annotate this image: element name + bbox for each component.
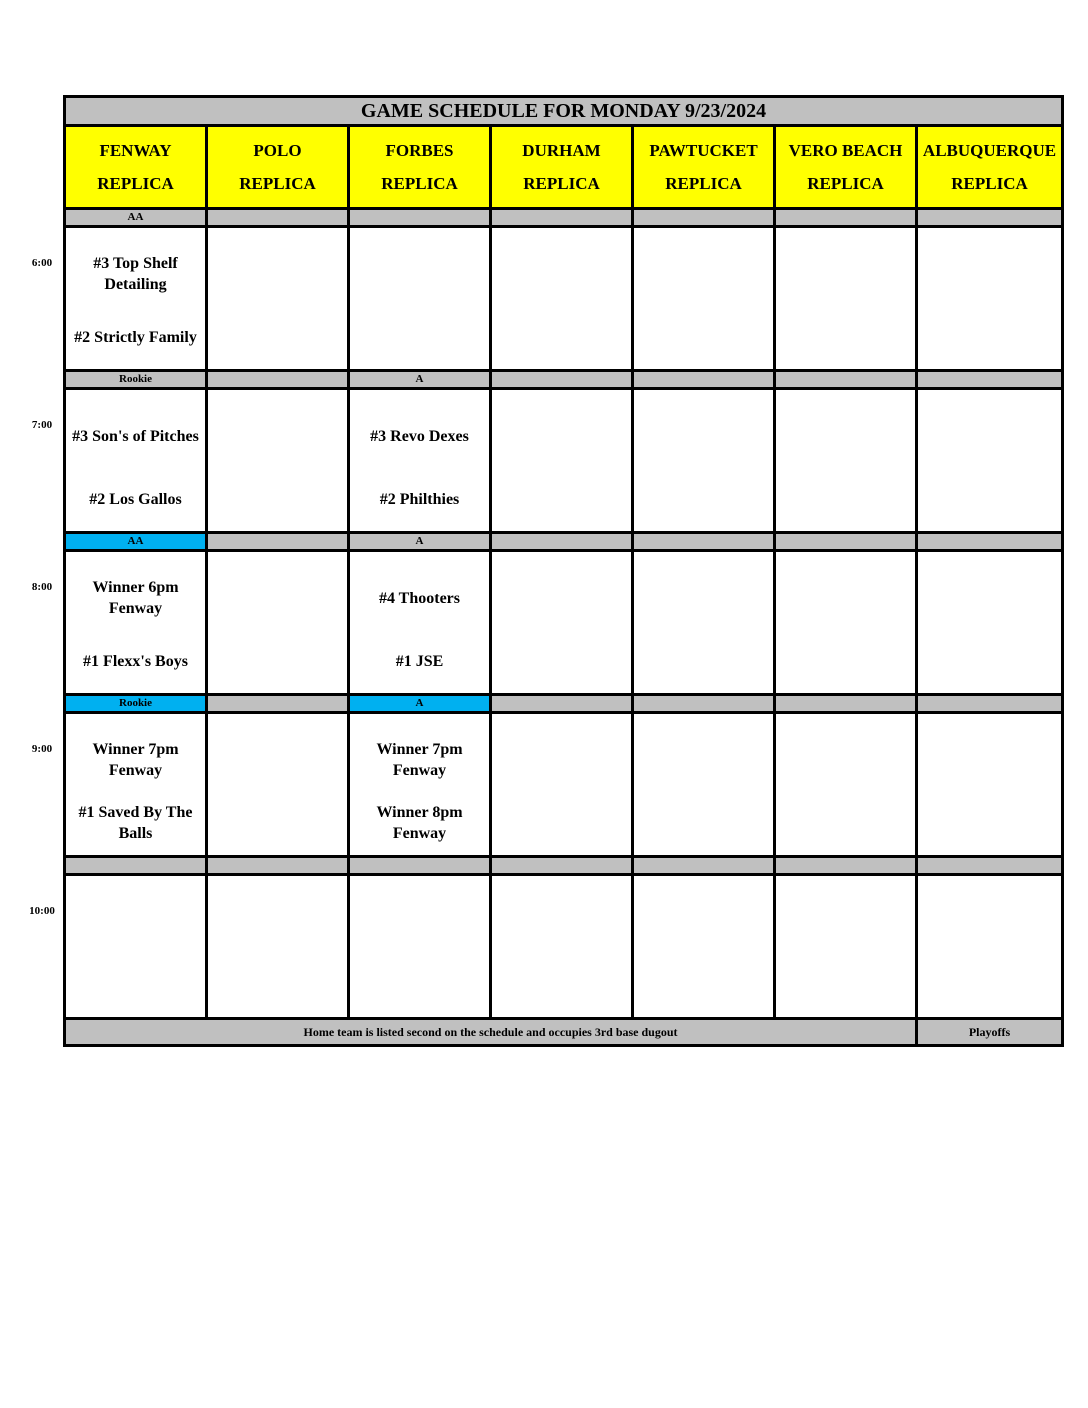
field-subtitle: REPLICA [807,174,884,193]
division-label [491,533,633,551]
division-label [917,695,1063,713]
away-team [776,738,915,782]
away-team [492,414,631,458]
home-team [208,477,347,521]
away-team: #3 Son's of Pitches [72,427,199,445]
game-cell [917,389,1063,533]
away-team [492,900,631,944]
home-team [208,801,347,845]
away-team [634,414,773,458]
home-team: #2 Philthies [379,490,460,508]
division-label [207,533,349,551]
division-row [65,695,1063,713]
game-cell [491,551,633,695]
division-label [491,371,633,389]
game-cell [207,227,349,371]
division-label [917,533,1063,551]
division-label [775,371,917,389]
home-team [918,315,1061,359]
division-label: AA [65,533,207,551]
away-team [208,576,347,620]
field-subtitle: REPLICA [951,174,1028,193]
division-label [775,533,917,551]
game-cell [917,227,1063,371]
field-header [65,126,207,209]
game-cell [65,875,207,1019]
away-team [634,900,773,944]
game-cell [349,227,491,371]
game-cell [775,713,917,857]
division-label [491,857,633,875]
home-team [492,801,631,845]
home-team [492,639,631,683]
division-row [65,533,1063,551]
home-team: #1 Flexx's Boys [83,652,188,670]
away-team: #3 Top Shelf Detailing [93,255,178,293]
home-team [776,963,915,1007]
away-team [208,900,347,944]
away-team [776,414,915,458]
division-label: AA [65,209,207,227]
home-team: #1 JSE [395,652,444,670]
home-team [918,963,1061,1007]
division-label [491,695,633,713]
home-team [634,477,773,521]
division-label [633,371,775,389]
division-label [775,695,917,713]
division-label [491,209,633,227]
home-team [208,963,347,1007]
home-team [492,477,631,521]
game-cell [633,551,775,695]
field-subtitle: REPLICA [97,174,174,193]
field-header [491,126,633,209]
time-label: 9:00 [31,742,53,755]
division-label [775,857,917,875]
game-cell [775,227,917,371]
game-cell [775,551,917,695]
game-cell [633,227,775,371]
division-label [65,857,207,875]
division-label [917,857,1063,875]
home-team [208,315,347,359]
away-team: Winner 6pm Fenway [92,579,179,617]
field-name: DURHAM [522,141,601,160]
away-team [634,576,773,620]
home-team [634,801,773,845]
away-team [492,252,631,296]
division-label [917,209,1063,227]
away-team [492,576,631,620]
game-cell [65,713,207,857]
away-team [492,738,631,782]
game-cell [207,389,349,533]
field-subtitle: REPLICA [665,174,742,193]
game-row [65,551,1063,695]
field-name: PAWTUCKET [649,141,758,160]
field-name: POLO [253,141,302,160]
home-team: #2 Los Gallos [89,490,182,508]
home-team [208,639,347,683]
game-cell [633,389,775,533]
home-team: Winner 8pm Fenway [376,804,463,842]
field-header-row [65,126,1063,209]
title-row [65,97,1063,126]
game-cell [917,875,1063,1019]
home-team [776,801,915,845]
home-team [66,963,205,1007]
away-team [776,252,915,296]
division-label [207,695,349,713]
home-team [918,477,1061,521]
division-label [633,695,775,713]
game-row [65,227,1063,371]
footer-note: Home team is listed second on the schedule and occupies 3rd base dugout [65,1019,917,1046]
home-team [492,963,631,1007]
away-team: #3 Revo Dexes [370,427,469,445]
division-label [349,209,491,227]
home-team [634,639,773,683]
game-cell [917,713,1063,857]
game-cell [65,227,207,371]
field-name: ALBUQUERQUE [922,141,1057,160]
home-team [918,801,1061,845]
field-subtitle: REPLICA [239,174,316,193]
away-team [918,252,1061,296]
division-label: A [349,695,491,713]
home-team [776,639,915,683]
away-team [918,414,1061,458]
home-team: #2 Strictly Family [74,328,197,346]
away-team [918,576,1061,620]
game-cell [207,713,349,857]
home-team [776,315,915,359]
division-row [65,209,1063,227]
game-cell [349,389,491,533]
game-cell [65,389,207,533]
game-cell [491,389,633,533]
division-row [65,371,1063,389]
schedule-table [63,95,1064,1047]
division-label: Rookie [65,695,207,713]
home-team: #1 Saved By The Balls [78,804,193,842]
field-name: FENWAY [99,141,172,160]
game-cell [917,551,1063,695]
game-cell [633,713,775,857]
game-cell [775,389,917,533]
away-team [918,738,1061,782]
home-team [918,639,1061,683]
division-label: A [349,533,491,551]
division-label [633,209,775,227]
game-cell [633,875,775,1019]
footer-label: Playoffs [917,1019,1063,1046]
field-header [775,126,917,209]
away-team [634,738,773,782]
time-label: 7:00 [31,418,53,431]
away-team: Winner 7pm Fenway [92,741,179,779]
game-cell [491,227,633,371]
division-label [917,371,1063,389]
game-cell [349,713,491,857]
game-row [65,713,1063,857]
field-header [633,126,775,209]
away-team [208,414,347,458]
home-team [634,963,773,1007]
home-team [350,963,489,1007]
away-team [350,252,489,296]
footer-row [65,1019,1063,1046]
division-label: A [349,371,491,389]
division-label [633,533,775,551]
away-team [776,900,915,944]
away-team [918,900,1061,944]
game-cell [207,875,349,1019]
home-team [492,315,631,359]
time-label: 6:00 [31,256,53,269]
game-cell [65,551,207,695]
away-team [208,738,347,782]
division-row [65,857,1063,875]
schedule-title: GAME SCHEDULE FOR MONDAY 9/23/2024 [65,97,1063,126]
away-team [66,900,205,944]
home-team [634,315,773,359]
field-header [917,126,1063,209]
away-team [208,252,347,296]
away-team [634,252,773,296]
away-team [776,576,915,620]
game-cell [491,875,633,1019]
away-team: Winner 7pm Fenway [376,741,463,779]
division-label [633,857,775,875]
division-label [207,371,349,389]
time-label: 8:00 [31,580,53,593]
field-subtitle: REPLICA [523,174,600,193]
division-label [775,209,917,227]
time-label: 10:00 [29,904,55,917]
field-name: FORBES [385,141,454,160]
division-label [207,857,349,875]
game-cell [491,713,633,857]
away-team [350,900,489,944]
game-cell [349,551,491,695]
field-name: VERO BEACH [788,141,903,160]
game-row [65,389,1063,533]
division-label [207,209,349,227]
division-label: Rookie [65,371,207,389]
field-header [207,126,349,209]
field-subtitle: REPLICA [381,174,458,193]
field-header [349,126,491,209]
game-row [65,875,1063,1019]
game-cell [207,551,349,695]
game-cell [775,875,917,1019]
game-cell [349,875,491,1019]
home-team [350,315,489,359]
away-team: #4 Thooters [378,589,461,607]
division-label [349,857,491,875]
home-team [776,477,915,521]
